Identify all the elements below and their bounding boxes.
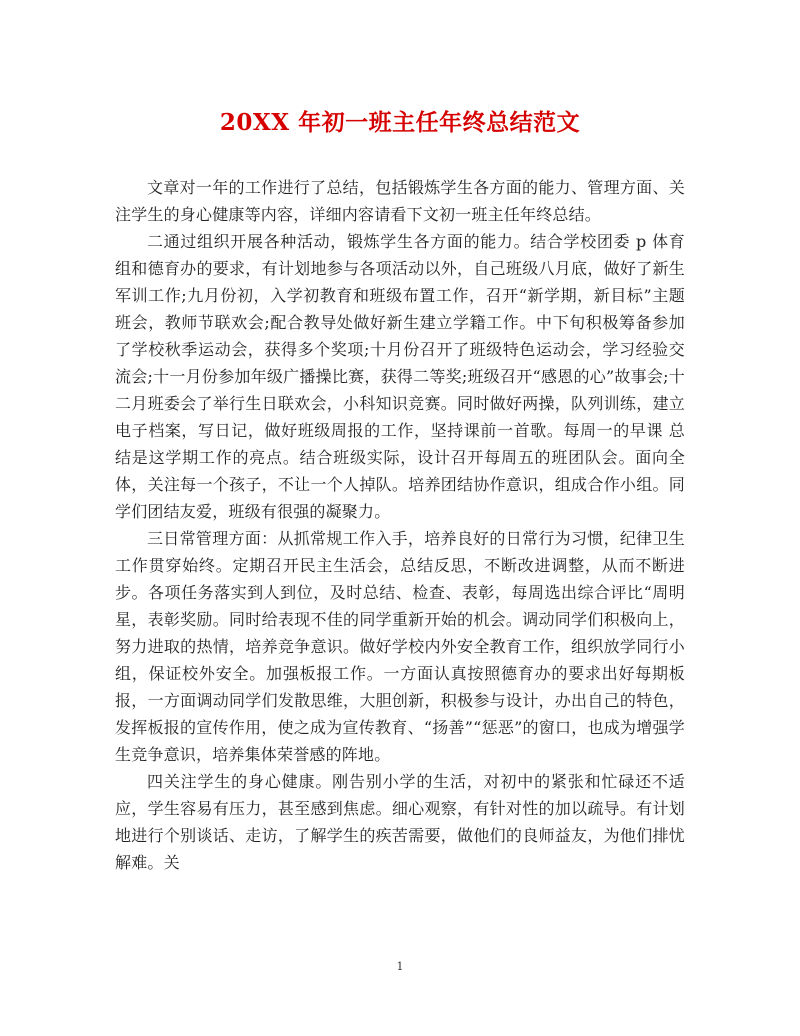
paragraph-health: 四关注学生的身心健康。刚告别小学的生活，对初中的紧张和忙碌还不适应，学生容易有压力，甚至感到焦虑。细心观察，有针对性的加以疏导。有计划地进行个别谈话、走访，了解学生的疾苦需要，做他们的良师益友，为他们排忧解难。关 bbox=[115, 772, 685, 872]
page-number: 1 bbox=[396, 960, 404, 973]
paragraph-daily-management: 三日常管理方面：从抓常规工作入手，培养良好的日常行为习惯，纪律卫生工作贯穿始终。定期召开民主生活会，总结反思，不断改进调整，从而不断进步。各项任务落实到人到位，及时总结、检查、表彰，每周选出综合评比“周明星，表彰奖励。同时给表现不佳的同学重新开始的机会。调动同学们积极向上，努力进取的热情，培养竞争意识。做好学校内外安全教育工作，组织放学同行小组，保证校外安全。加强板报工作。一方面认真按照德育办的要求出好每期板报，一方面调动同学们发散思维，大胆创新，积极参与设计，办出自己的特色，发挥板报的宣传作用，使之成为宣传教育、“扬善”“惩恶”的窗口，也成为增强学生竞争意识，培养集体荣誉感的阵地。 bbox=[115, 529, 685, 764]
document-title: 20XX 年初一班主任年终总结范文 bbox=[219, 109, 581, 136]
paragraph-intro: 文章对一年的工作进行了总结，包括锻炼学生各方面的能力、管理方面、关注学生的身心健康等内容，详细内容请看下文初一班主任年终总结。 bbox=[115, 178, 685, 224]
document-body bbox=[115, 174, 685, 876]
paragraph-activities: 二通过组织开展各种活动，锻炼学生各方面的能力。结合学校团委 p 体育组和德育办的要求，有计划地参与各项活动以外，自己班级八月底，做好了新生军训工作;九月份初，入学初教育和班级布置工作，召开“新学期，新目标”主题班会，教师节联欢会;配合教导处做好新生建立学籍工作。中下旬积极筹备参加了学校秋季运动会，获得多个奖项;十月份召开了班级特色运动会，学习经验交流会;十一月份参加年级广播操比赛，获得二等奖;班级召开“感恩的心”故事会;十二月班委会了举行生日联欢会，小科知识竞赛。同时做好两操，队列训练，建立电子档案，写日记，做好班级周报的工作，坚持课前一首歌。每周一的早课 总结是这学期工作的亮点。结合班级实际，设计召开每周五的班团队会。面向全体，关注每一个孩子，不让一个人掉队。培养团结协作意识，组成合作小组。同学们团结友爱，班级有很强的凝聚力。 bbox=[115, 232, 685, 521]
